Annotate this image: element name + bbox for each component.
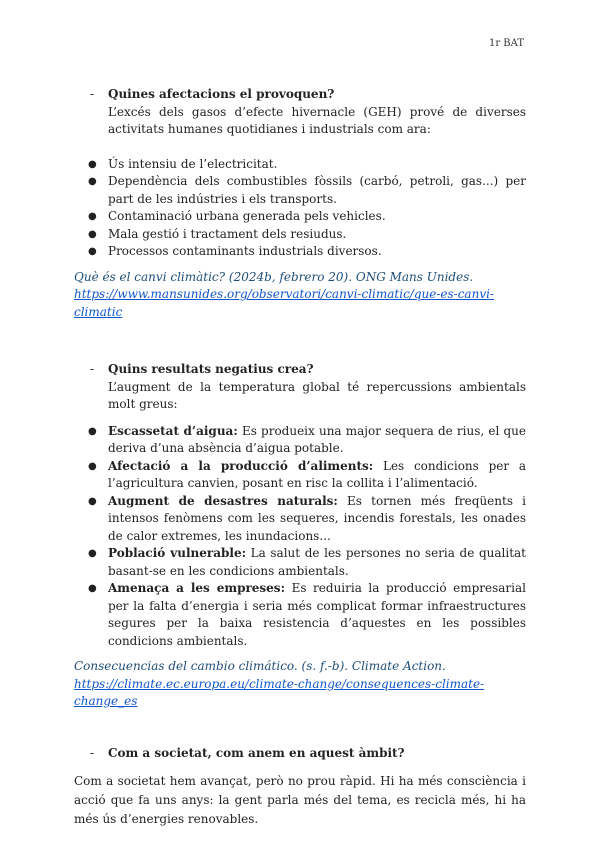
list-item: ● Processos contaminants industrials diversos.	[74, 243, 526, 261]
bullet-icon: ●	[88, 460, 97, 472]
list-item: ● Població vulnerable: La salut de les persones no seria de qualitat basant-se en les condicions ambientals.	[88, 546, 526, 578]
list-item: ● Afectació a la producció d’aliments: Les condicions per a l’agricultura canvien, posant en risc la collita i l’alimentació.	[88, 458, 526, 490]
section2-source-link[interactable]: https://climate.ec.europa.eu/climate-change/consequences-climate-change_es	[74, 676, 485, 708]
bullet-icon: ●	[88, 495, 97, 507]
list-item: ● Dependència dels combustibles fòssils (carbó, petroli, gas...) per part de les indústries i els transports.	[88, 174, 526, 206]
bullet-icon: ●	[88, 583, 97, 594]
section3-paragraph: Com a societat hem avançat, però no prou ràpid. Hi ha més consciència i acció que fa uns anys: la gent parla més del tema, es recicla més, hi ha més ús d’energies renovables.	[74, 774, 526, 826]
bullet-icon: ●	[88, 246, 97, 257]
bullet-icon: ●	[88, 158, 97, 170]
page-header-label: 1r BAT	[488, 38, 524, 49]
section1-source-link[interactable]: https://www.mansunides.org/observatori/canvi-climatic/que-es-canvi-climatic	[74, 287, 494, 319]
section3-heading: - Com a societat, com anem en aquest àmbit?	[74, 745, 526, 763]
list-item: ● Escassetat d’aigua: Es produeix una major sequera de rius, el que deriva d’una absència d’aigua potable.	[88, 423, 526, 455]
bullet-icon: ●	[88, 176, 97, 187]
section2-intro: L’augment de la temperatura global té repercussions ambientals molt greus:	[108, 379, 526, 411]
section1-intro: L’excés dels gasos d’efecte hivernacle (GEH) prové de diverses activitats humanes quotidianes i industrials com ara:	[108, 104, 526, 136]
list-item: ● Contaminació urbana generada pels vehicles.	[74, 208, 526, 226]
section2-citation: Consecuencias del cambio climático. (s. f.-b). Climate Action. https://climate.ec.europa.eu/climate-change/consequences-climate-change_es	[74, 659, 485, 708]
dash-marker: -	[90, 745, 95, 760]
section1-list	[74, 156, 526, 261]
dash-marker: -	[90, 87, 95, 101]
bullet-icon: ●	[88, 425, 97, 437]
list-item: ● Mala gestió i tractament dels resiudus.	[74, 226, 526, 244]
document-body	[74, 86, 526, 829]
list-item: ● Augment de desastres naturals: Es tornen més freqüents i intensos fenòmens com les sequeres, incendis forestals, les onades de calor extremes, les inundacions...	[88, 493, 526, 543]
section2-heading: - Quins resultats negatius crea?	[74, 361, 526, 379]
dash-marker: -	[90, 362, 95, 376]
section2-list	[74, 423, 526, 651]
section1-citation: Què és el canvi climàtic? (2024b, febrero 20). ONG Mans Unides. https://www.mansunides.org/observatori/canvi-climatic/que-es-canvi-climatic	[74, 269, 494, 319]
bullet-icon: ●	[88, 211, 97, 222]
bullet-icon: ●	[88, 548, 97, 559]
list-item: ● Ús intensiu de l’electricitat.	[74, 156, 526, 174]
list-item: ● Amenaça a les empreses: Es reduiria la producció empresarial per la falta d’energia i seria més complicat formar infraestructures segures per la baixa resistencia d’aquestes en les possibles condicions ambientals.	[88, 581, 526, 648]
section1-heading: - Quines afectacions el provoquen?	[74, 86, 526, 104]
bullet-icon: ●	[88, 228, 97, 240]
